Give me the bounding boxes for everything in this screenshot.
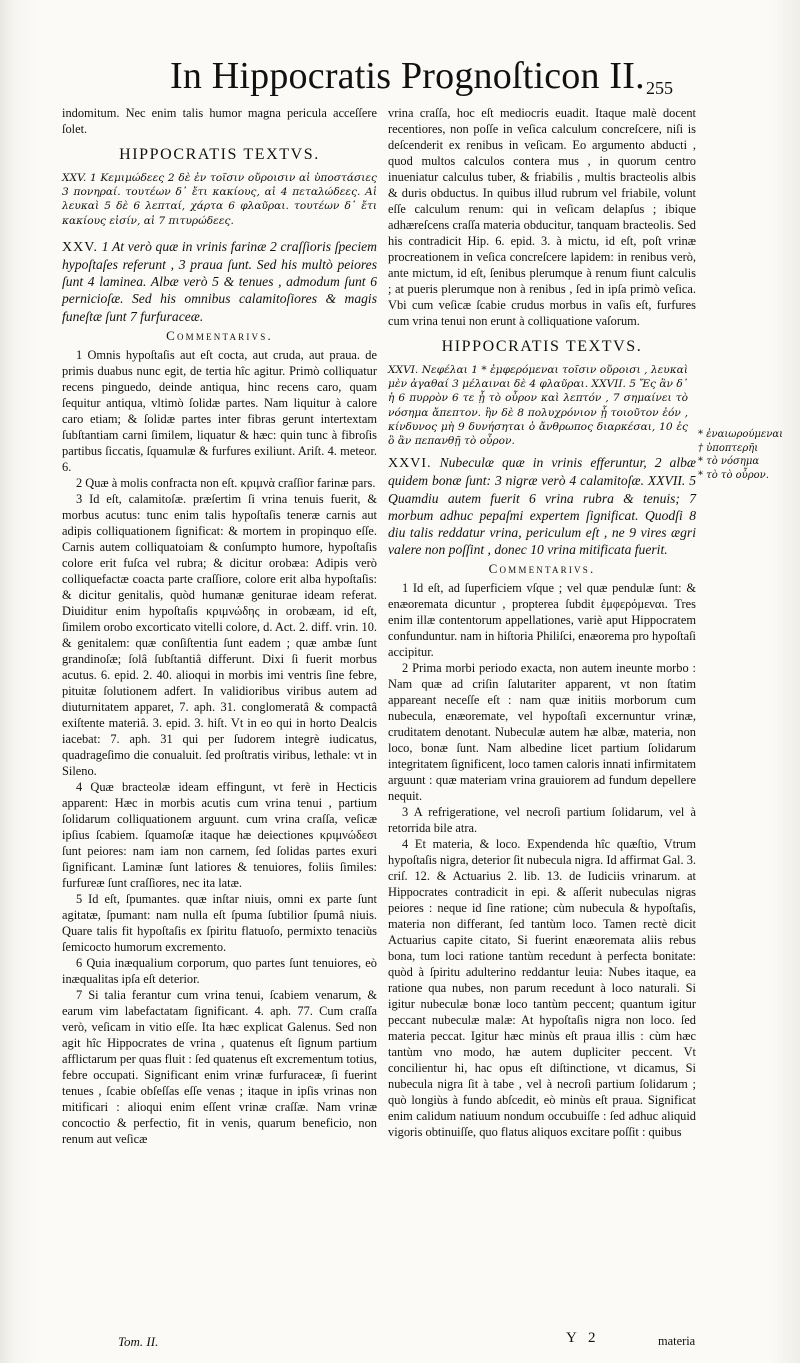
right-comment-4: 4 Et materia, & loco. Expendenda hîc quæſtio, Vtrum hypoſtaſis nigra, deterior ſit nubecula nigra. Id affirmat Gal. 3. criſ. 12. & Actuarius 2. lib. 13. de Iudiciis vrinarum. at Hippocrates contradicit in epi. & aſſerit nubeculas nigras peiores : neque id ſine ratione; cùm nubecula & hypoſtaſis, materia non differant, ſed tantùm loco. Tamen rectè dicit Actuarius capite citato, Si fuerint enæoremata aliis rebus bona, tum loci ratione tantùm recedunt à perfecta bonitate: quòd à ſpiritu adulterino reddantur leuia: Nubes itaque, ea ratione qua nubes, non parum recedunt à loco naturali. Si igitur nubeculæ bonæ loco tantùm peccent; quantum igitur peccant nubeculæ malæ: At hypoſtaſis nigra non loco. ſed materia peccat. Igitur hæc minùs eſt praua illis : cùm hæc tantùm vno modo, hæ autem dupliciter peccent. Vt concilientur hi, hac opus eſt diſtinctione, vt dicamus, Si nubecula nigra ſit à tabe , vel à necroſi partium ſolidarum ; quò longiùs à fundo abſcedit, eò minùs eſt praua. Significat enim calidum natiuum nondum occubuiſſe : ſed adhuc aliquid vigoris obtinuiſſe, quo flatus aliquos excitare poſſit : quibus — [388, 837, 696, 1140]
left-comment-3: 3 Id eſt, calamitoſæ. præſertim ſi vrina tenuis fuerit, & morbus acutus: tunc enim talis hypoſtaſis teneræ carnis aut adipis colliquationem ſignificat: & mortem in propinquo eſſe. Carnis autem colliquatoiam & conſumpto humore, hypoſtaſis colore erit fuſca vel rubra; & dicitur orobæa: Adipis verò colliquefactæ coacta parte craſſiore, colore erit alba hypoſtaſis: & dicitur genitalis, quòd humanæ geniturae ideam referat. Diuiditur enim hypoſtaſis κριμνώδης in orobæam, id eſt, ſimilem orobo excorticato vitelli colore, d. Act. 2. diff. vrin. 10. & genitalem: quæ conſiſtentia ſunt eadem ; quæ ambæ ſunt grandinoſæ; ſolâ ſubſtantiâ differunt. Dixi ſi fuerit morbus acutus. 6. epid. 2. 40. alioqui in morbis imi ventris ſine febre, pituitæ ſolutionem adfert. In validioribus viribus autem ad diuturnitatem apparet, 7. aph. 31. conglomeratâ & compactâ exiſtente materiâ. 3. epid. 3. hiſt. Vt in eo qui in horto Dealcis iacebat: 7. aph. 31 qui per ſudorem integrè iudicatus, quadrageſimo die conualuit. ſed proſtratis viribus, lethale: vt in Sileno. — [62, 491, 377, 778]
right-comment-1: 1 Id eſt, ad ſuperficiem vſque ; vel quæ pendulæ ſunt: & enæoremata dicuntur , propterea ſubdit ἐμφερόμεναι. Tres enim illæ contentorum appellationes, variè aput Hippocratem confunduntur. nam in hiſtoria Philiſci, enæorema pro hypoſtaſi accipitur. — [388, 581, 696, 660]
signature-mark: Y 2 — [566, 1330, 600, 1346]
left-commentary-heading: Commentarivs. — [166, 327, 273, 343]
left-comment-5: 5 Id eſt, ſpumantes. quæ inſtar niuis, omni ex parte ſunt agitatæ, ſpumant: nam nulla eſt ſpuma ſubtilior ſpumâ niuis. Quare talis fit hypoſtaſis ex ſpiritu flatuoſo, permixto tenaciùs ſemicocto humorum excremento. — [62, 891, 377, 954]
left-comment-7: 7 Si talia ferantur cum vrina tenui, ſcabiem venarum, & earum vim labefactatam ſignificant. 4. aph. 77. Cum craſſa verò, veſicam in vitio eſſe. Ita hæc explicat Galenus. Sed non agit hîc Hippocrates de vrina , quatenus eſt ſignum partium afflictarum per quas fluit : ſed quatenus eſt excrementum totius, febre occupati. Significant enim vrinæ furfuraceæ, ſi fuerint tenues , ſcabie obſeſſas eſſe venas ; itaque in ipſis vrinas non mitificari : alioqui enim eſſent vrinæ craſſæ. Nam vrinæ concoctio & perfectio, fit in venis, quarum beneficio, non renum aut veſicæ — [62, 987, 377, 1146]
right-column — [388, 105, 696, 1140]
left-comment-1: 1 Omnis hypoſtaſis aut eſt cocta, aut cruda, aut praua. de primis duabus nunc egit, de tertia hîc agitur. Primò colliquatur recens pinguedo, deinde antiqua, hinc recens caro, quam ſequitur antiqua, vltimò ſolidæ partes. Nam liquitur à calore caro etiam; & ſolidæ partes inter fibras gerunt intertextam ſubſtantiam carni ſimilem, liquatur & hæc: quin tunc à fibroſis partibus ſiccatis, ſquamulæ & furfures exiliunt. Ariſt. 4. meteor. 6. — [62, 347, 377, 474]
tome-label: Tom. II. — [118, 1334, 159, 1349]
left-latin-text — [62, 238, 377, 325]
left-comment-2: 2 Quæ à molis confracta non eſt. κριμνὰ craſſior farinæ pars. — [76, 475, 376, 490]
running-head — [0, 48, 800, 104]
left-text-body: 1 At verò quæ in vrinis farinæ 2 craſſioris ſpeciem hypoſtaſes referunt , 3 praua ſunt. Sed his multò peiores ſunt 4 laminea. Albæ verò 5 & tenues , admodum ſunt 6 pernicioſæ. Sed his omnibus calamitoſiores & magis funeſtæ ſunt 7 furfuraceæ. — [62, 238, 377, 324]
left-comment-4: 4 Quæ bracteolæ ideam effingunt, vt ferè in Hecticis apparent: Hæc in morbis acutis cum vrina tenui , partium ſolidarum colliquationem arguunt. cum vrina craſſa, veſicæ ipſius ſcabiem. ſquamoſæ itaque hæ deiectiones κριμνώδεσι ſunt peiores: nam iam non carnem, ſed ſolidas partes exuri ſignificant. Laminæ ſunt latiores & tenuiores, foliis ſimiles: furfureæ ſunt craſſiores, nec ita latæ. — [62, 779, 377, 890]
right-text-body: Nubeculæ quæ in vrinis efferuntur, 2 albæ quidem bonæ ſunt: 3 nigræ verò 4 calamitoſæ. XXVII. 5 Quamdiu autem fuerit 6 vrina rubra & tenuis; 7 morbum adhuc pepaſmi expertem ſignificat. Quodſi 8 diu talis reddatur vrina, periculum eſt , ne 9 vires ægri valere non poſſint , donec 10 vrina mitificata fuerit. — [388, 455, 696, 558]
running-title: In Hippocratis Prognoſticon II. — [170, 55, 645, 97]
margin-note: † ὑποπτερῆι — [698, 442, 759, 454]
catchword: materia — [658, 1334, 696, 1348]
left-comment-6: 6 Quia inæqualium corporum, quo partes ſunt tenuiores, eò inæqualitas ipſa eſt deterior. — [62, 955, 377, 986]
right-latin-text — [388, 454, 696, 558]
right-comment-3: 3 A refrigeratione, vel necroſi partium ſolidarum, vel à retorrida bile atra. — [388, 805, 696, 836]
left-column — [62, 105, 377, 1147]
margin-notes — [698, 428, 798, 482]
right-comment-2: 2 Prima morbi periodo exacta, non autem ineunte morbo : Nam quæ ad criſin ſalutariter apparent, vt non ſtatim appareant neceſſe eſt : nam quæ initiis morborum cum nubecula, enæoremate, vel hypoſtaſi excernuntur vrinæ, cruditatem denotant. Nubeculæ autem hæ albæ, materia, non loco, bonæ ſunt. Nam albedine licet partium ſolidarum integritatem ſignificent, loco tamen caloris innati infirmitatem arguunt : quæ materiam vrina grauiorem ad fundum depellere nequit. — [388, 661, 696, 804]
margin-note: * τὸ τὸ οὖρον. — [698, 469, 769, 481]
left-section-heading: HIPPOCRATIS TEXTVS. — [119, 146, 320, 163]
right-greek-text: ΧΧVΙ. Νεφέλαι 1 * ἐμφερόμεναι τοῖσιν οὔροισι , λευκαὶ μὲν ἀγαθαί 3 μέλαιναι δὲ 4 φλαῦραι. ΧΧVΙΙ. 5 Ἔς ἂν δ᾽ ἡ 6 πυρρὸν 6 τε ᾖ τὸ οὖρον καὶ λεπτόν , 7 σημαίνει τὸ νόσημα ἄπεπτον. ἢν δὲ 8 πολυχρόνιον ᾖ τοιοῦτον ἐόν , κίνδυνος μὴ 9 δυνήσηται ὁ ἄνθρωπος διαρκέσαι, 10 ἐς ὃ ἂν πεπανθῇ τὸ οὖρον. — [388, 364, 688, 448]
page-number: 255 — [646, 78, 673, 98]
margin-note: * ἐναιωρούμεναι — [698, 429, 784, 440]
left-text-number: XXV. — [62, 239, 99, 255]
right-text-number: XXVI. — [388, 456, 432, 472]
margin-note: * τὸ νόσημα — [698, 456, 760, 467]
page-footer — [0, 1330, 800, 1363]
left-greek-text: ΧΧV. 1 Κεμιμώδεες 2 δὲ ἐν τοῖσιν οὔροισιν αἱ ὑποστάσιες 3 πονηραί. τουτέων δ᾽ ἔτι κακίους, αἱ 4 πεταλώδεες. Αἱ λευκαὶ 5 δὲ 6 λεπταί, χάρτα 6 φλαῦραι. τουτέων δ᾽ ἔτι κακίους εἰσίν, αἱ 7 πιτυρώδεες. — [62, 172, 377, 227]
left-intro-paragraph: indomitum. Nec enim talis humor magna pericula acceſſere ſolet. — [62, 106, 377, 136]
right-intro-paragraph: vrina craſſa, hoc eſt mediocris euadit. Itaque malè docent recentiores, non poſſe in veſica calculum concreſcere, niſi is deſcenderit ex renibus in veſicam. Eo argumento abducti , quod multos calculos contera mus , in quorum centro inueniatur calculus tuber, & friabilis , multis bracteolis albis & duris obductus. In quibus illud rubrum vel friabile, volunt eſſe calculum renum: qui in veſicam delapſus ; ibique adhæreſcens craſſa materia obducitur, tanquam bracteolis. Sed his contradicit Hip. 6. epid. 3. à mictu, id eſt, poſt vrinæ procreationem in veſica concreſcere lapidem: in renibus verò, ante mictum, id eſt, ſenibus plerumque à renum fiunt calculis ; at pueris plerumque non à renibus , ſed in ipſa primò veſica. Vbi cum veſicæ ſcabie crudus morbus in vaſis eſt, furfures cum vrina tenui non erunt à colliquatione vaſorum. — [388, 106, 696, 328]
right-commentary-heading: Commentarivs. — [488, 561, 596, 577]
right-section-heading: HIPPOCRATIS TEXTVS. — [441, 338, 643, 355]
